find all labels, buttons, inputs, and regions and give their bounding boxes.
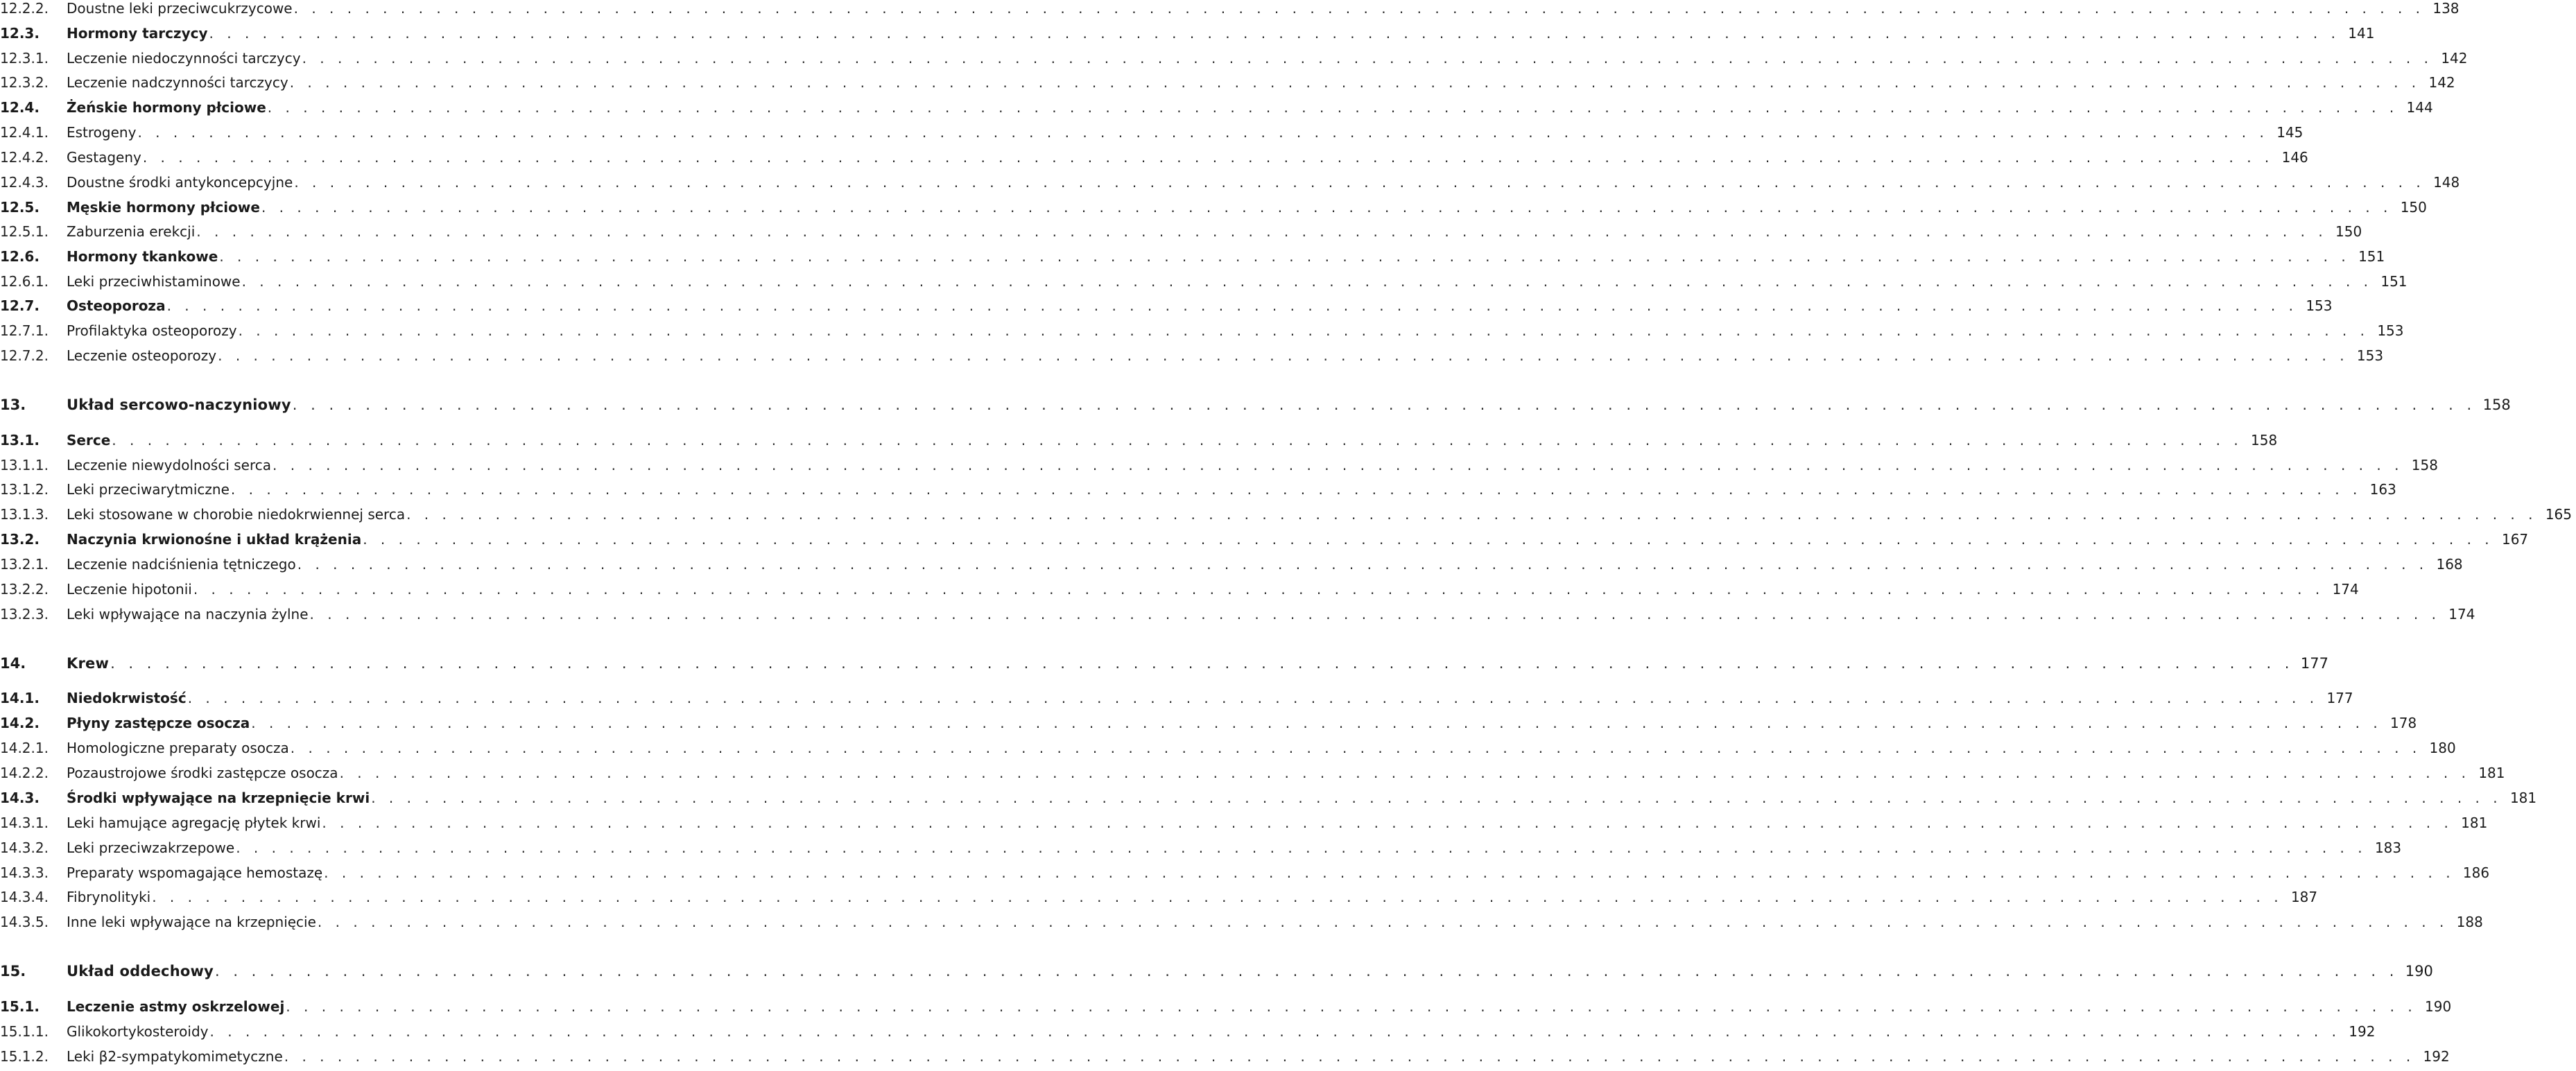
toc-entry-number: 14.2.2. <box>0 765 49 781</box>
toc-entry-title: Leczenie nadczynności tarczycy <box>67 74 288 91</box>
toc-entry-number: 13.2.2. <box>0 581 49 598</box>
toc-entry-page: 174 <box>2332 581 2359 598</box>
toc-entry[interactable] <box>0 0 2460 17</box>
toc-entry-title: Homologiczne preparaty osocza <box>67 740 289 756</box>
toc-entry-page: 151 <box>2358 248 2385 265</box>
toc-entry-title: Serce <box>67 432 111 449</box>
toc-entry-number: 12.4.1. <box>0 124 49 141</box>
toc-entry-number: 12.6.1. <box>0 273 49 290</box>
toc-entry-number: 12.4. <box>0 99 40 116</box>
toc-entry[interactable] <box>0 219 2362 240</box>
dot-leader: . . . . . . . . . . . . . . . . . . . . . . . . . . . . . . . . . . . . . . . . . . . . . . . . . . . . . . . . . . . . . . . . . . . . . . . . . . . . . . . . . . . . . . . . . . . . . . . . . . . . . . . . . . . . . . . . . . . . . . . . <box>152 889 2283 905</box>
toc-entry-number: 15.1. <box>0 998 40 1015</box>
toc-entry-number: 14.2. <box>0 715 40 731</box>
toc-entry-number: 12.5.1. <box>0 223 49 240</box>
toc-entry[interactable] <box>0 21 2375 42</box>
toc-entry[interactable] <box>0 120 2303 141</box>
toc-entry-page: 174 <box>2448 606 2475 622</box>
toc-entry[interactable] <box>0 552 2463 573</box>
toc-entry-title: Leki przeciwzakrzepowe <box>67 839 235 856</box>
toc-entry-number: 12.4.2. <box>0 149 49 166</box>
toc-entry-title: Środki wpływające na krzepnięcie krwi <box>67 790 370 806</box>
dot-leader: . . . . . . . . . . . . . . . . . . . . . . . . . . . . . . . . . . . . . . . . . . . . . . . . . . . . . . . . . . . . . . . . . . . . . . . . . . . . . . . . . . . . . . . . . . . . . . . . . . . . . . . . . . . . . . . . . . . . . . . . <box>209 1023 2341 1040</box>
toc-entry-page: 138 <box>2432 0 2460 17</box>
toc-entry-number: 13.2. <box>0 531 40 548</box>
toc-entry-page: 145 <box>2276 124 2303 141</box>
dot-leader: . . . . . . . . . . . . . . . . . . . . . . . . . . . . . . . . . . . . . . . . . . . . . . . . . . . . . . . . . . . . . . . . . . . . . . . . . . . . . . . . . . . . . . . . . . . . . . . . . . . . . . . . . . . . . . . . . . . . . . . . <box>209 25 2340 42</box>
toc-entry-number: 12.3.1. <box>0 50 49 67</box>
toc-entry[interactable] <box>0 686 2353 706</box>
toc-entry[interactable] <box>0 502 2573 523</box>
toc-entry[interactable] <box>0 392 2511 413</box>
dot-leader: . . . . . . . . . . . . . . . . . . . . . . . . . . . . . . . . . . . . . . . . . . . . . . . . . . . . . . . . . . . . . . . . . . . . . . . . . . . . . . . . . . . . . . . . . . . . . . . . . . . . . . . . . . . . . . . . . . . . . . . . <box>218 347 2349 364</box>
toc-entry-number: 12.7.1. <box>0 322 49 339</box>
toc-entry-number: 13. <box>0 397 26 413</box>
toc-entry-title: Płyny zastępcze osocza <box>67 715 250 731</box>
toc-entry-title: Układ oddechowy <box>67 963 214 979</box>
toc-entry-number: 15.1.2. <box>0 1048 49 1065</box>
toc-entry[interactable] <box>0 293 2333 314</box>
toc-entry[interactable] <box>0 760 2505 781</box>
dot-leader: . . . . . . . . . . . . . . . . . . . . . . . . . . . . . . . . . . . . . . . . . . . . . . . . . . . . . . . . . . . . . . . . . . . . . . . . . . . . . . . . . . . . . . . . . . . . . . . . . . . . . . . . . . . . . . . . . . . . . . . . <box>230 481 2362 498</box>
dot-leader: . . . . . . . . . . . . . . . . . . . . . . . . . . . . . . . . . . . . . . . . . . . . . . . . . . . . . . . . . . . . . . . . . . . . . . . . . . . . . . . . . . . . . . . . . . . . . . . . . . . . . . . . . . . . . . . . . . . . . . . . <box>214 963 2398 979</box>
toc-entry-page: 180 <box>2429 740 2456 756</box>
toc-entry[interactable] <box>0 577 2359 598</box>
dot-leader: . . . . . . . . . . . . . . . . . . . . . . . . . . . . . . . . . . . . . . . . . . . . . . . . . . . . . . . . . . . . . . . . . . . . . . . . . . . . . . . . . . . . . . . . . . . . . . . . . . . . . . . . . . . . . . . . . . . . . . . . <box>236 839 2367 856</box>
toc-entry[interactable] <box>0 244 2385 265</box>
toc-entry-page: 192 <box>2423 1048 2450 1065</box>
dot-leader: . . . . . . . . . . . . . . . . . . . . . . . . . . . . . . . . . . . . . . . . . . . . . . . . . . . . . . . . . . . . . . . . . . . . . . . . . . . . . . . . . . . . . . . . . . . . . . . . . . . . . . . . . . . . . . . . . . . . . . . . <box>112 432 2243 449</box>
toc-entry-page: 181 <box>2478 765 2505 781</box>
toc-entry-number: 13.1.2. <box>0 481 49 498</box>
toc-entry-title: Fibrynolityki <box>67 889 151 905</box>
toc-entry-number: 14. <box>0 655 26 672</box>
toc-entry-title: Krew <box>67 655 110 672</box>
dot-leader: . . . . . . . . . . . . . . . . . . . . . . . . . . . . . . . . . . . . . . . . . . . . . . . . . . . . . . . . . . . . . . . . . . . . . . . . . . . . . . . . . . . . . . . . . . . . . . . . . . . . . . . . . . . . . . . . . . . . . . . . <box>137 124 2269 141</box>
toc-entry-page: 190 <box>2405 963 2433 979</box>
toc-entry[interactable] <box>0 959 2433 979</box>
toc-entry-title: Niedokrwistość <box>67 690 187 706</box>
toc-entry-page: 181 <box>2461 815 2488 831</box>
dot-leader: . . . . . . . . . . . . . . . . . . . . . . . . . . . . . . . . . . . . . . . . . . . . . . . . . . . . . . . . . . . . . . . . . . . . . . . . . . . . . . . . . . . . . . . . . . . . . . . . . . . . . . . . . . . . . . . . . . . . . . . . <box>187 690 2319 706</box>
dot-leader: . . . . . . . . . . . . . . . . . . . . . . . . . . . . . . . . . . . . . . . . . . . . . . . . . . . . . . . . . . . . . . . . . . . . . . . . . . . . . . . . . . . . . . . . . . . . . . . . . . . . . . . . . . . . . . . . . . . . . . . . <box>193 581 2324 598</box>
toc-entry-page: 158 <box>2251 432 2278 449</box>
toc-entry-number: 14.3.4. <box>0 889 49 905</box>
toc-entry-title: Estrogeny <box>67 124 137 141</box>
toc-entry[interactable] <box>0 95 2433 116</box>
toc-entry-title: Leczenie niewydolności serca <box>67 457 272 473</box>
toc-entry-title: Leczenie astmy oskrzelowej <box>67 998 285 1015</box>
dot-leader: . . . . . . . . . . . . . . . . . . . . . . . . . . . . . . . . . . . . . . . . . . . . . . . . . . . . . . . . . . . . . . . . . . . . . . . . . . . . . . . . . . . . . . . . . . . . . . . . . . . . . . . . . . . . . . . . . . . . . . . . <box>324 864 2455 881</box>
dot-leader: . . . . . . . . . . . . . . . . . . . . . . . . . . . . . . . . . . . . . . . . . . . . . . . . . . . . . . . . . . . . . . . . . . . . . . . . . . . . . . . . . . . . . . . . . . . . . . . . . . . . . . . . . . . . . . . . . . . . . . . . <box>286 998 2417 1015</box>
toc-entry-title: Inne leki wpływające na krzepnięcie <box>67 914 316 930</box>
toc-entry-number: 14.3. <box>0 790 40 806</box>
dot-leader: . . . . . . . . . . . . . . . . . . . . . . . . . . . . . . . . . . . . . . . . . . . . . . . . . . . . . . . . . . . . . . . . . . . . . . . . . . . . . . . . . . . . . . . . . . . . . . . . . . . . . . . . . . . . . . . . . . . . . . . . <box>322 815 2453 831</box>
dot-leader: . . . . . . . . . . . . . . . . . . . . . . . . . . . . . . . . . . . . . . . . . . . . . . . . . . . . . . . . . . . . . . . . . . . . . . . . . . . . . . . . . . . . . . . . . . . . . . . . . . . . . . . . . . . . . . . . . . . . . . . . <box>302 50 2433 67</box>
dot-leader: . . . . . . . . . . . . . . . . . . . . . . . . . . . . . . . . . . . . . . . . . . . . . . . . . . . . . . . . . . . . . . . . . . . . . . . . . . . . . . . . . . . . . . . . . . . . . . . . . . . . . . . . . . . . . . . . . . . . . . . . <box>273 457 2403 473</box>
toc-entry-page: 186 <box>2462 864 2490 881</box>
toc-entry[interactable] <box>0 269 2408 290</box>
toc-entry[interactable] <box>0 145 2308 166</box>
toc-entry-title: Leki przeciwarytmiczne <box>67 481 230 498</box>
toc-entry[interactable] <box>0 428 2278 449</box>
toc-entry-page: 177 <box>2300 655 2328 672</box>
toc-entry-number: 12.4.3. <box>0 174 49 191</box>
dot-leader: . . . . . . . . . . . . . . . . . . . . . . . . . . . . . . . . . . . . . . . . . . . . . . . . . . . . . . . . . . . . . . . . . . . . . . . . . . . . . . . . . . . . . . . . . . . . . . . . . . . . . . . . . . . . . . . . . . . . . . . . <box>251 715 2383 731</box>
toc-entry-page: 153 <box>2377 322 2404 339</box>
toc-entry-number: 15. <box>0 963 26 979</box>
toc-entry-number: 13.1.3. <box>0 506 49 523</box>
toc-entry-number: 12.6. <box>0 248 40 265</box>
toc-entry-page: 141 <box>2348 25 2375 42</box>
toc-entry-title: Hormony tarczycy <box>67 25 208 42</box>
dot-leader: . . . . . . . . . . . . . . . . . . . . . . . . . . . . . . . . . . . . . . . . . . . . . . . . . . . . . . . . . . . . . . . . . . . . . . . . . . . . . . . . . . . . . . . . . . . . . . . . . . . . . . . . . . . . . . . . . . . . . . . . <box>284 1048 2415 1065</box>
toc-entry-title: Leki przeciwhistaminowe <box>67 273 241 290</box>
toc-entry-title: Doustne leki przeciwcukrzycowe <box>67 0 293 17</box>
toc-entry-title: Zaburzenia erekcji <box>67 223 196 240</box>
toc-entry-page: 178 <box>2390 715 2417 731</box>
dot-leader: . . . . . . . . . . . . . . . . . . . . . . . . . . . . . . . . . . . . . . . . . . . . . . . . . . . . . . . . . . . . . . . . . . . . . . . . . . . . . . . . . . . . . . . . . . . . . . . . . . . . . . . . . . . . . . . . . . . . . . . . <box>317 914 2448 930</box>
toc-entry[interactable] <box>0 735 2456 756</box>
toc-entry[interactable] <box>0 46 2468 67</box>
toc-entry-title: Osteoporoza <box>67 297 166 314</box>
toc-entry-page: 148 <box>2433 174 2460 191</box>
toc-entry-title: Gestageny <box>67 149 141 166</box>
toc-entry[interactable] <box>0 1019 2376 1040</box>
toc-entry[interactable] <box>0 1044 2450 1065</box>
toc-entry-title: Preparaty wspomagające hemostazę <box>67 864 323 881</box>
toc-entry-page: 150 <box>2335 223 2362 240</box>
toc-entry-number: 12.7. <box>0 297 40 314</box>
toc-entry[interactable] <box>0 195 2427 216</box>
toc-entry-page: 142 <box>2428 74 2455 91</box>
toc-entry[interactable] <box>0 711 2417 731</box>
dot-leader: . . . . . . . . . . . . . . . . . . . . . . . . . . . . . . . . . . . . . . . . . . . . . . . . . . . . . . . . . . . . . . . . . . . . . . . . . . . . . . . . . . . . . . . . . . . . . . . . . . . . . . . . . . . . . . . . . . . . . . . . <box>241 273 2373 290</box>
toc-entry-page: 158 <box>2411 457 2438 473</box>
toc-entry-page: 151 <box>2380 273 2408 290</box>
toc-entry[interactable] <box>0 602 2475 622</box>
toc-entry-title: Leki wpływające na naczynia żylne <box>67 606 309 622</box>
toc-entry-number: 12.3. <box>0 25 40 42</box>
toc-entry-title: Leki hamujące agregację płytek krwi <box>67 815 321 831</box>
toc-entry[interactable] <box>0 810 2488 831</box>
toc-entry-page: 183 <box>2374 839 2402 856</box>
dot-leader: . . . . . . . . . . . . . . . . . . . . . . . . . . . . . . . . . . . . . . . . . . . . . . . . . . . . . . . . . . . . . . . . . . . . . . . . . . . . . . . . . . . . . . . . . . . . . . . . . . . . . . . . . . . . . . . . . . . . . . . . <box>238 322 2369 339</box>
dot-leader: . . . . . . . . . . . . . . . . . . . . . . . . . . . . . . . . . . . . . . . . . . . . . . . . . . . . . . . . . . . . . . . . . . . . . . . . . . . . . . . . . . . . . . . . . . . . . . . . . . . . . . . . . . . . . . . . . . . . . . . . <box>290 740 2421 756</box>
toc-entry[interactable] <box>0 318 2404 339</box>
toc-entry[interactable] <box>0 785 2537 806</box>
toc-entry-page: 150 <box>2400 199 2427 216</box>
dot-leader: . . . . . . . . . . . . . . . . . . . . . . . . . . . . . . . . . . . . . . . . . . . . . . . . . . . . . . . . . . . . . . . . . . . . . . . . . . . . . . . . . . . . . . . . . . . . . . . . . . . . . . . . . . . . . . . . . . . . . . . . <box>297 556 2428 573</box>
dot-leader: . . . . . . . . . . . . . . . . . . . . . . . . . . . . . . . . . . . . . . . . . . . . . . . . . . . . . . . . . . . . . . . . . . . . . . . . . . . . . . . . . . . . . . . . . . . . . . . . . . . . . . . . . . . . . . . . . . . . . . . . <box>371 790 2502 806</box>
toc-entry-title: Doustne środki antykoncepcyjne <box>67 174 293 191</box>
toc-entry-title: Leki β2-sympatykomimetyczne <box>67 1048 283 1065</box>
toc-entry-number: 12.7.2. <box>0 347 49 364</box>
toc-entry-number: 15.1.1. <box>0 1023 49 1040</box>
toc-entry-page: 165 <box>2545 506 2573 523</box>
toc-entry-title: Glikokortykosteroidy <box>67 1023 209 1040</box>
toc-entry-page: 187 <box>2290 889 2318 905</box>
toc-entry-number: 14.2.1. <box>0 740 49 756</box>
toc-entry-title: Leczenie osteoporozy <box>67 347 217 364</box>
dot-leader: . . . . . . . . . . . . . . . . . . . . . . . . . . . . . . . . . . . . . . . . . . . . . . . . . . . . . . . . . . . . . . . . . . . . . . . . . . . . . . . . . . . . . . . . . . . . . . . . . . . . . . . . . . . . . . . . . . . . . . . . <box>292 397 2476 413</box>
toc-entry-page: 168 <box>2436 556 2463 573</box>
toc-entry[interactable] <box>0 477 2396 498</box>
dot-leader: . . . . . . . . . . . . . . . . . . . . . . . . . . . . . . . . . . . . . . . . . . . . . . . . . . . . . . . . . . . . . . . . . . . . . . . . . . . . . . . . . . . . . . . . . . . . . . . . . . . . . . . . . . . . . . . . . . . . . . . . <box>267 99 2398 116</box>
toc-entry[interactable] <box>0 343 2384 364</box>
toc-entry-title: Leczenie nadciśnienia tętniczego <box>67 556 296 573</box>
toc-entry-page: 192 <box>2349 1023 2376 1040</box>
dot-leader: . . . . . . . . . . . . . . . . . . . . . . . . . . . . . . . . . . . . . . . . . . . . . . . . . . . . . . . . . . . . . . . . . . . . . . . . . . . . . . . . . . . . . . . . . . . . . . . . . . . . . . . . . . . . . . . . . . . . . . . . <box>196 223 2328 240</box>
toc-entry[interactable] <box>0 835 2402 856</box>
toc-entry[interactable] <box>0 909 2483 930</box>
toc-entry-page: 177 <box>2326 690 2353 706</box>
toc-entry-number: 14.3.3. <box>0 864 49 881</box>
toc-entry-number: 14.3.1. <box>0 815 49 831</box>
toc-entry-title: Profilaktyka osteoporozy <box>67 322 237 339</box>
toc-entry-number: 12.2.2. <box>0 0 49 17</box>
toc-entry-number: 13.1. <box>0 432 40 449</box>
toc-entry-number: 13.2.3. <box>0 606 49 622</box>
toc-entry[interactable] <box>0 651 2328 672</box>
toc-entry-title: Naczynia krwionośne i układ krążenia <box>67 531 362 548</box>
toc-entry-number: 13.1.1. <box>0 457 49 473</box>
toc-entry-number: 12.5. <box>0 199 40 216</box>
toc-entry-page: 190 <box>2425 998 2452 1015</box>
toc-entry-title: Żeńskie hormony płciowe <box>67 99 266 116</box>
toc-entry-page: 158 <box>2482 397 2511 413</box>
dot-leader: . . . . . . . . . . . . . . . . . . . . . . . . . . . . . . . . . . . . . . . . . . . . . . . . . . . . . . . . . . . . . . . . . . . . . . . . . . . . . . . . . . . . . . . . . . . . . . . . . . . . . . . . . . . . . . . . . . . . . . . . <box>363 531 2494 548</box>
dot-leader: . . . . . . . . . . . . . . . . . . . . . . . . . . . . . . . . . . . . . . . . . . . . . . . . . . . . . . . . . . . . . . . . . . . . . . . . . . . . . . . . . . . . . . . . . . . . . . . . . . . . . . . . . . . . . . . . . . . . . . . . <box>294 174 2426 191</box>
toc-entry-title: Hormony tkankowe <box>67 248 218 265</box>
toc-entry-title: Męskie hormony płciowe <box>67 199 260 216</box>
toc-entry-number: 13.2.1. <box>0 556 49 573</box>
toc-entry-page: 146 <box>2281 149 2308 166</box>
toc-entry-page: 188 <box>2456 914 2483 930</box>
toc-entry-page: 167 <box>2501 531 2529 548</box>
toc-entry-number: 14.3.2. <box>0 839 49 856</box>
toc-entry-number: 14.1. <box>0 690 40 706</box>
toc-entry-page: 142 <box>2441 50 2468 67</box>
dot-leader: . . . . . . . . . . . . . . . . . . . . . . . . . . . . . . . . . . . . . . . . . . . . . . . . . . . . . . . . . . . . . . . . . . . . . . . . . . . . . . . . . . . . . . . . . . . . . . . . . . . . . . . . . . . . . . . . . . . . . . . . <box>166 297 2298 314</box>
toc-entry-page: 163 <box>2369 481 2396 498</box>
dot-leader: . . . . . . . . . . . . . . . . . . . . . . . . . . . . . . . . . . . . . . . . . . . . . . . . . . . . . . . . . . . . . . . . . . . . . . . . . . . . . . . . . . . . . . . . . . . . . . . . . . . . . . . . . . . . . . . . . . . . . . . . <box>219 248 2351 265</box>
dot-leader: . . . . . . . . . . . . . . . . . . . . . . . . . . . . . . . . . . . . . . . . . . . . . . . . . . . . . . . . . . . . . . . . . . . . . . . . . . . . . . . . . . . . . . . . . . . . . . . . . . . . . . . . . . . . . . . . . . . . . . . . <box>110 655 2294 672</box>
toc-entry-page: 181 <box>2509 790 2537 806</box>
dot-leader: . . . . . . . . . . . . . . . . . . . . . . . . . . . . . . . . . . . . . . . . . . . . . . . . . . . . . . . . . . . . . . . . . . . . . . . . . . . . . . . . . . . . . . . . . . . . . . . . . . . . . . . . . . . . . . . . . . . . . . . . <box>293 0 2425 17</box>
toc-entry[interactable] <box>0 527 2529 548</box>
toc-entry[interactable] <box>0 994 2452 1015</box>
dot-leader: . . . . . . . . . . . . . . . . . . . . . . . . . . . . . . . . . . . . . . . . . . . . . . . . . . . . . . . . . . . . . . . . . . . . . . . . . . . . . . . . . . . . . . . . . . . . . . . . . . . . . . . . . . . . . . . . . . . . . . . . <box>289 74 2421 91</box>
dot-leader: . . . . . . . . . . . . . . . . . . . . . . . . . . . . . . . . . . . . . . . . . . . . . . . . . . . . . . . . . . . . . . . . . . . . . . . . . . . . . . . . . . . . . . . . . . . . . . . . . . . . . . . . . . . . . . . . . . . . . . . . <box>309 606 2441 622</box>
toc-entry-page: 153 <box>2306 297 2333 314</box>
toc-entry-page: 144 <box>2406 99 2433 116</box>
toc-entry-title: Leczenie niedoczynności tarczycy <box>67 50 301 67</box>
toc-entry[interactable] <box>0 70 2455 91</box>
dot-leader: . . . . . . . . . . . . . . . . . . . . . . . . . . . . . . . . . . . . . . . . . . . . . . . . . . . . . . . . . . . . . . . . . . . . . . . . . . . . . . . . . . . . . . . . . . . . . . . . . . . . . . . . . . . . . . . . . . . . . . . . <box>406 506 2538 523</box>
toc-entry-title: Pozaustrojowe środki zastępcze osocza <box>67 765 338 781</box>
toc-entry[interactable] <box>0 453 2438 473</box>
toc-entry[interactable] <box>0 860 2490 881</box>
toc-entry-number: 12.3.2. <box>0 74 49 91</box>
toc-entry-page: 153 <box>2356 347 2384 364</box>
dot-leader: . . . . . . . . . . . . . . . . . . . . . . . . . . . . . . . . . . . . . . . . . . . . . . . . . . . . . . . . . . . . . . . . . . . . . . . . . . . . . . . . . . . . . . . . . . . . . . . . . . . . . . . . . . . . . . . . . . . . . . . . <box>261 199 2392 216</box>
toc-entry-title: Leczenie hipotonii <box>67 581 192 598</box>
dot-leader: . . . . . . . . . . . . . . . . . . . . . . . . . . . . . . . . . . . . . . . . . . . . . . . . . . . . . . . . . . . . . . . . . . . . . . . . . . . . . . . . . . . . . . . . . . . . . . . . . . . . . . . . . . . . . . . . . . . . . . . . <box>142 149 2274 166</box>
toc-entry-title: Leki stosowane w chorobie niedokrwiennej serca <box>67 506 406 523</box>
toc-entry[interactable] <box>0 170 2460 191</box>
toc-entry-number: 14.3.5. <box>0 914 49 930</box>
dot-leader: . . . . . . . . . . . . . . . . . . . . . . . . . . . . . . . . . . . . . . . . . . . . . . . . . . . . . . . . . . . . . . . . . . . . . . . . . . . . . . . . . . . . . . . . . . . . . . . . . . . . . . . . . . . . . . . . . . . . . . . . <box>339 765 2471 781</box>
toc-entry-title: Układ sercowo-naczyniowy <box>67 397 291 413</box>
toc-entry[interactable] <box>0 885 2318 905</box>
